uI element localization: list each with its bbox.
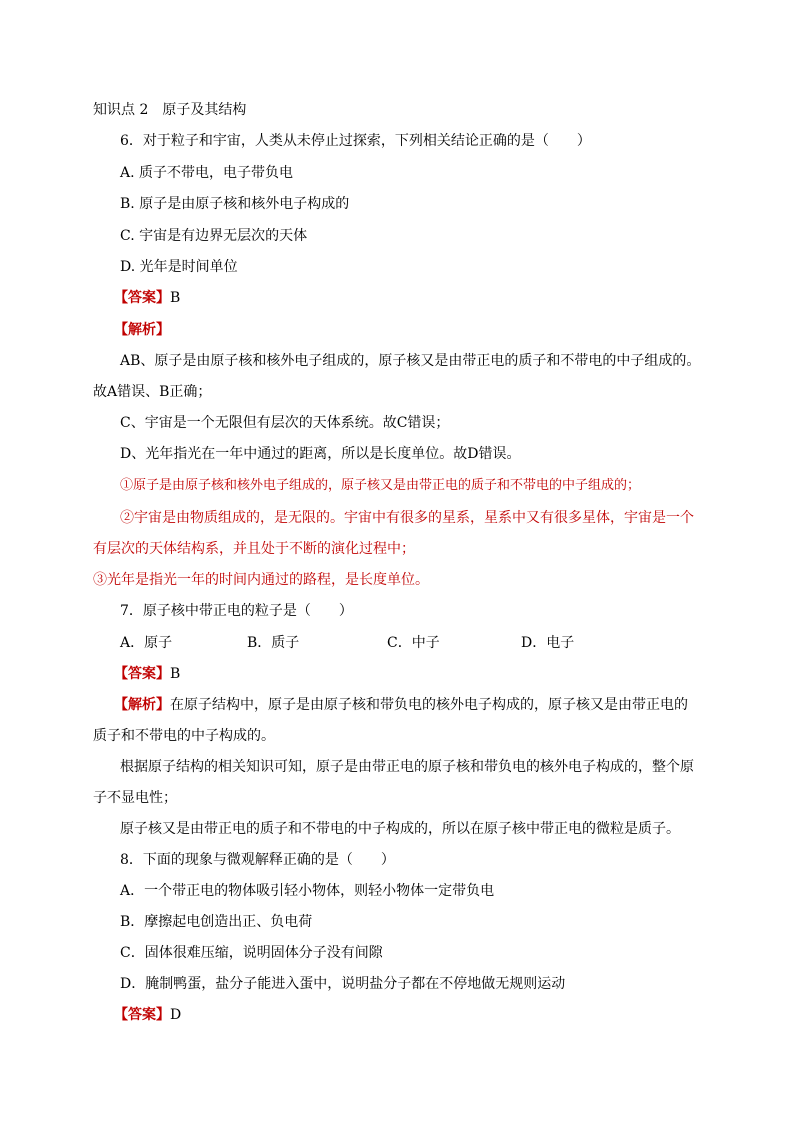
answer-tag: 【答案】 — [114, 1007, 170, 1023]
q6-analysis-line: 故A错误、B正确； — [93, 384, 212, 400]
q6-note: ③光年是指光一年的时间内通过的路程，是长度单位。 — [93, 572, 429, 588]
q7-analysis-line: 质子和不带电的中子构成的。 — [93, 728, 275, 744]
q6-note: ②宇宙是由物质组成的，是无限的。宇宙中有很多的星系，星系中又有很多星体，宇宙是一个 — [120, 510, 694, 526]
q7-analysis-first: 【解析】在原子结构中，原子是由原子核和带负电的核外电子构成的，原子核又是由带正电的 — [114, 697, 688, 713]
q6-option-c: C. 宇宙是有边界无层次的天体 — [120, 228, 308, 244]
q7-option-b: B．质子 — [247, 635, 300, 651]
section-title: 知识点 2 原子及其结构 — [93, 102, 247, 118]
q6-option-b: B. 原子是由原子核和核外电子构成的 — [120, 196, 350, 212]
q6-option-a: A. 质子不带电，电子带负电 — [120, 165, 294, 181]
q8-option-d: D．腌制鸭蛋，盐分子能进入蛋中，说明盐分子都在不停地做无规则运动 — [120, 976, 566, 992]
answer-tag: 【答案】 — [114, 666, 170, 682]
q6-analysis-line: AB、原子是由原子核和核外电子组成的，原子核又是由带正电的质子和不带电的中子组成的。 — [120, 353, 701, 369]
q7-analysis-line: 原子核又是由带正电的质子和不带电的中子构成的，所以在原子核中带正电的微粒是质子。 — [120, 821, 680, 837]
answer-value: B — [170, 290, 181, 306]
q7-analysis-line: 子不显电性； — [93, 790, 177, 806]
answer-tag: 【答案】 — [114, 290, 170, 306]
q7-option-d: D．电子 — [521, 635, 575, 651]
q8-option-b: B．摩擦起电创造出正、负电荷 — [120, 914, 313, 930]
q8-option-a: A．一个带正电的物体吸引轻小物体，则轻小物体一定带负电 — [120, 883, 495, 899]
q6-answer — [114, 288, 180, 308]
q6-note: 有层次的天体结构系，并且处于不断的演化过程中； — [93, 541, 415, 557]
answer-value: D — [170, 1007, 182, 1023]
q6-option-d: D. 光年是时间单位 — [120, 259, 238, 275]
q7-analysis-line: 根据原子结构的相关知识可知，原子是由带正电的原子核和带负电的核外电子构成的，整个原 — [120, 759, 694, 775]
q7-answer — [114, 664, 180, 684]
q6-stem: 6．对于粒子和宇宙，人类从未停止过探索，下列相关结论正确的是（ ） — [120, 133, 591, 149]
q6-note: ①原子是由原子核和核外电子组成的，原子核又是由带正电的质子和不带电的中子组成的； — [120, 478, 641, 493]
q7-stem: 7．原子核中带正电的粒子是（ ） — [120, 603, 353, 619]
q8-answer — [114, 1005, 181, 1025]
q8-stem: 8．下面的现象与微观解释正确的是（ ） — [120, 852, 395, 868]
q6-analysis-tag: 【解析】 — [114, 322, 170, 338]
q8-option-c: C．固体很难压缩，说明固体分子没有间隙 — [120, 945, 383, 961]
q6-analysis-line: C、宇宙是一个无限但有层次的天体系统。故C错误； — [120, 415, 450, 431]
answer-value: B — [170, 666, 181, 682]
q6-analysis-line: D、光年指光在一年中通过的距离，所以是长度单位。故D错误。 — [120, 446, 521, 462]
q7-option-a: A．原子 — [120, 635, 173, 651]
q7-option-c: C．中子 — [387, 635, 440, 651]
